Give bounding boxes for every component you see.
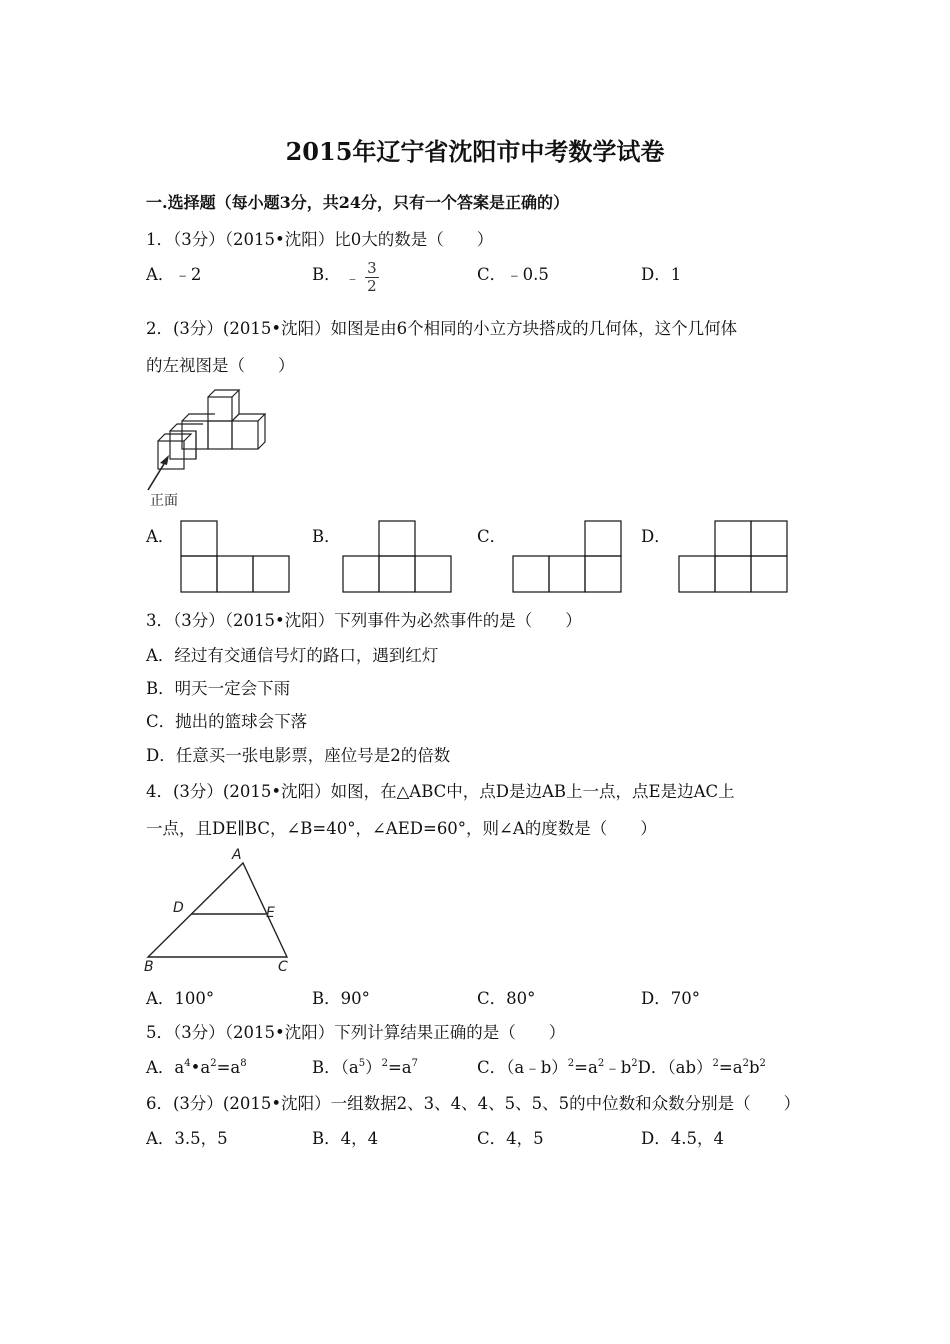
q3-option-c: C．抛出的篮球会下落: [146, 712, 308, 731]
question-4-line-1: 4．(3分）(2015•沈阳）如图，在△ABC中，点D是边AB上一点，点E是边AC上: [146, 782, 735, 801]
section-heading: 一.选择题（每小题3分，共24分，只有一个答案是正确的）: [146, 193, 569, 212]
question-5-stem: 5．（3分）（2015•沈阳）下列计算结果正确的是（ ）: [146, 1023, 566, 1042]
superscript: 2: [381, 1058, 388, 1069]
superscript: 5: [358, 1058, 366, 1069]
superscript: 2: [210, 1058, 217, 1069]
text: =a: [387, 1058, 412, 1077]
question-2-line-1: 2．(3分）(2015•沈阳）如图是由6个相同的小立方块搭成的几何体，这个几何体: [146, 319, 738, 338]
minus-sign: ﹣: [345, 269, 361, 287]
question-6-stem: 6．(3分）(2015•沈阳）一组数据2、3、4、4、5、5、5的中位数和众数分别是（ ）: [146, 1094, 801, 1113]
text: =a: [718, 1058, 743, 1077]
q6-option-d: D．4.5，4: [641, 1129, 724, 1148]
q5-option-a: [146, 1054, 247, 1078]
q1-option-d: D．1: [641, 265, 682, 284]
page-title: 2015年辽宁省沈阳市中考数学试卷: [285, 137, 665, 166]
q4-option-c: C．80°: [477, 989, 536, 1008]
text: D．（ab）: [637, 1058, 713, 1077]
point-a-label: A: [232, 847, 242, 863]
text: ）: [365, 1058, 382, 1077]
text: ﹣b: [604, 1058, 632, 1077]
q1-option-c: C．﹣0.5: [477, 265, 549, 284]
q1-option-a: A．﹣2: [146, 265, 202, 284]
q3-option-a: A．经过有交通信号灯的路口，遇到红灯: [146, 646, 439, 665]
text: =a: [216, 1058, 241, 1077]
q4-option-d: D．70°: [641, 989, 700, 1008]
triangle-figure: [140, 845, 300, 977]
question-2-line-2: 的左视图是（ ）: [146, 356, 295, 375]
text: C．（a﹣b）: [477, 1058, 568, 1077]
point-e-label: E: [266, 905, 275, 921]
superscript: 7: [411, 1058, 419, 1069]
q2-option-b-label: B．: [312, 527, 341, 546]
q6-option-c: C．4，5: [477, 1129, 544, 1148]
text: =a: [574, 1058, 598, 1077]
point-d-label: D: [173, 900, 184, 916]
q2-option-a-label: A．: [146, 527, 175, 546]
superscript: 2: [742, 1058, 749, 1069]
q2-option-b-view: [342, 520, 452, 594]
text: A．a: [146, 1058, 185, 1077]
q1-option-b-fraction: [345, 260, 379, 295]
q2-option-c-label: C．: [477, 527, 507, 546]
q6-option-b: B．4，4: [312, 1129, 379, 1148]
question-1-stem: 1．（3分）（2015•沈阳）比0大的数是（ ）: [146, 230, 494, 249]
fraction: [365, 260, 379, 295]
text: b: [748, 1058, 760, 1077]
q5-option-b: [312, 1054, 418, 1078]
superscript: 2: [712, 1058, 719, 1069]
q5-option-c-and-d: [477, 1054, 766, 1078]
q2-option-d-label: D．: [641, 527, 671, 546]
q3-option-d: D．任意买一张电影票，座位号是2的倍数: [146, 746, 451, 765]
numerator: 3: [367, 259, 377, 277]
question-3-stem: 3．（3分）（2015•沈阳）下列事件为必然事件的是（ ）: [146, 611, 582, 630]
superscript: 2: [631, 1058, 638, 1069]
point-c-label: C: [278, 959, 288, 975]
superscript: 2: [597, 1058, 605, 1069]
q2-option-c-view: [512, 520, 622, 594]
q3-option-b: B．明天一定会下雨: [146, 679, 291, 698]
front-label: 正面: [150, 493, 178, 509]
denominator: 2: [367, 277, 377, 295]
question-4-line-2: 一点，且DE∥BC，∠B=40°，∠AED=60°，则∠A的度数是（ ）: [146, 819, 657, 838]
text: •a: [190, 1058, 211, 1077]
q2-option-d-view: [678, 520, 788, 594]
q6-option-a: A．3.5，5: [146, 1129, 228, 1148]
superscript: 2: [759, 1058, 766, 1069]
text: B．（a: [312, 1058, 359, 1077]
superscript: 8: [240, 1058, 247, 1069]
superscript: 4: [184, 1058, 191, 1069]
q4-option-a: A．100°: [146, 989, 215, 1008]
q4-option-b: B．90°: [312, 989, 370, 1008]
q1-option-b-label: B．: [312, 265, 341, 284]
superscript: 2: [567, 1058, 575, 1069]
q2-option-a-view: [180, 520, 290, 594]
cube-solid-figure: [140, 385, 280, 510]
point-b-label: B: [144, 959, 154, 975]
